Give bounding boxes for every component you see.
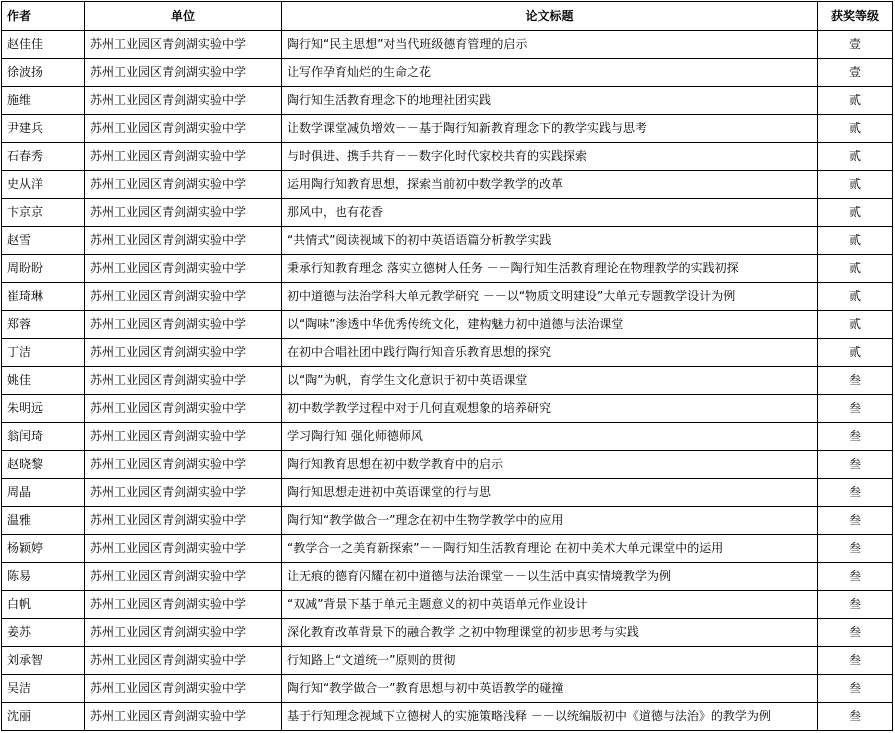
cell-title: 秉承行知教育理念 落实立德树人任务 －－陶行知生活教育理论在物理教学的实践初探	[282, 255, 818, 283]
cell-unit: 苏州工业园区青剑湖实验中学	[85, 339, 282, 367]
cell-title: 让无痕的德育闪耀在初中道德与法治课堂－－以生活中真实情境教学为例	[282, 563, 818, 591]
cell-author: 崔琦琳	[2, 283, 85, 311]
cell-level: 贰	[818, 171, 893, 199]
cell-author: 翁闰琦	[2, 423, 85, 451]
cell-unit: 苏州工业园区青剑湖实验中学	[85, 591, 282, 619]
cell-title: 陶行知生活教育理念下的地理社团实践	[282, 87, 818, 115]
table-row	[2, 339, 893, 367]
table-row	[2, 31, 893, 59]
cell-unit: 苏州工业园区青剑湖实验中学	[85, 507, 282, 535]
table-row	[2, 283, 893, 311]
cell-unit: 苏州工业园区青剑湖实验中学	[85, 31, 282, 59]
cell-unit: 苏州工业园区青剑湖实验中学	[85, 87, 282, 115]
cell-level: 叁	[818, 451, 893, 479]
cell-title: 基于行知理念视域下立德树人的实施策略浅释 －－以统编版初中《道德与法治》的教学为例	[282, 703, 818, 731]
cell-title: 让写作孕育灿烂的生命之花	[282, 59, 818, 87]
header-unit: 单位	[85, 2, 282, 31]
table-row	[2, 647, 893, 675]
table-body	[2, 31, 893, 731]
cell-level: 贰	[818, 143, 893, 171]
cell-author: 吴洁	[2, 675, 85, 703]
cell-title: 陶行知思想走进初中英语课堂的行与思	[282, 479, 818, 507]
cell-level: 叁	[818, 479, 893, 507]
cell-author: 朱明远	[2, 395, 85, 423]
cell-author: 丁洁	[2, 339, 85, 367]
table-row	[2, 367, 893, 395]
cell-author: 郑蓉	[2, 311, 85, 339]
cell-title: “双减”背景下基于单元主题意义的初中英语单元作业设计	[282, 591, 818, 619]
table-row	[2, 199, 893, 227]
cell-unit: 苏州工业园区青剑湖实验中学	[85, 227, 282, 255]
cell-unit: 苏州工业园区青剑湖实验中学	[85, 367, 282, 395]
cell-title: 学习陶行知 强化师德师风	[282, 423, 818, 451]
cell-unit: 苏州工业园区青剑湖实验中学	[85, 423, 282, 451]
cell-author: 杨颖婷	[2, 535, 85, 563]
cell-title: 让数学课堂减负增效－－基于陶行知新教育理念下的教学实践与思考	[282, 115, 818, 143]
cell-author: 温雅	[2, 507, 85, 535]
cell-author: 姚佳	[2, 367, 85, 395]
cell-author: 石春秀	[2, 143, 85, 171]
cell-level: 贰	[818, 227, 893, 255]
cell-author: 卞京京	[2, 199, 85, 227]
table-row	[2, 171, 893, 199]
cell-unit: 苏州工业园区青剑湖实验中学	[85, 311, 282, 339]
cell-author: 姜苏	[2, 619, 85, 647]
table-row	[2, 591, 893, 619]
cell-level: 贰	[818, 283, 893, 311]
cell-level: 贰	[818, 339, 893, 367]
table-row	[2, 563, 893, 591]
cell-author: 施维	[2, 87, 85, 115]
table-row	[2, 619, 893, 647]
cell-unit: 苏州工业园区青剑湖实验中学	[85, 143, 282, 171]
cell-level: 贰	[818, 87, 893, 115]
cell-title: 陶行知“教学做合一”理念在初中生物学教学中的应用	[282, 507, 818, 535]
cell-title: 陶行知“教学做合一”教育思想与初中英语教学的碰撞	[282, 675, 818, 703]
cell-author: 周盼盼	[2, 255, 85, 283]
cell-level: 壹	[818, 59, 893, 87]
cell-unit: 苏州工业园区青剑湖实验中学	[85, 619, 282, 647]
cell-unit: 苏州工业园区青剑湖实验中学	[85, 255, 282, 283]
table-row	[2, 479, 893, 507]
table-row	[2, 311, 893, 339]
table-row	[2, 255, 893, 283]
cell-unit: 苏州工业园区青剑湖实验中学	[85, 479, 282, 507]
cell-title: 那风中，也有花香	[282, 199, 818, 227]
cell-author: 陈易	[2, 563, 85, 591]
table-row	[2, 675, 893, 703]
header-level: 获奖等级	[818, 2, 893, 31]
cell-author: 赵晓黎	[2, 451, 85, 479]
table-row	[2, 143, 893, 171]
cell-title: 初中道德与法治学科大单元教学研究 －－以“物质文明建设”大单元专题教学设计为例	[282, 283, 818, 311]
cell-title: 以“陶味”渗透中华优秀传统文化，建构魅力初中道德与法治课堂	[282, 311, 818, 339]
cell-level: 叁	[818, 703, 893, 731]
cell-unit: 苏州工业园区青剑湖实验中学	[85, 171, 282, 199]
cell-author: 沈丽	[2, 703, 85, 731]
cell-level: 贰	[818, 311, 893, 339]
cell-title: 与时俱进、携手共育－－数字化时代家校共育的实践探索	[282, 143, 818, 171]
cell-title: 在初中合唱社团中践行陶行知音乐教育思想的探究	[282, 339, 818, 367]
cell-title: 陶行知教育思想在初中数学教育中的启示	[282, 451, 818, 479]
cell-title: 行知路上“文道统一”原则的贯彻	[282, 647, 818, 675]
cell-unit: 苏州工业园区青剑湖实验中学	[85, 703, 282, 731]
cell-author: 史从洋	[2, 171, 85, 199]
cell-unit: 苏州工业园区青剑湖实验中学	[85, 535, 282, 563]
cell-level: 贰	[818, 255, 893, 283]
awards-table	[1, 1, 893, 731]
cell-unit: 苏州工业园区青剑湖实验中学	[85, 199, 282, 227]
cell-author: 白帆	[2, 591, 85, 619]
table-row	[2, 395, 893, 423]
cell-level: 叁	[818, 535, 893, 563]
cell-title: “共情式”阅读视域下的初中英语语篇分析教学实践	[282, 227, 818, 255]
cell-author: 徐波扬	[2, 59, 85, 87]
cell-unit: 苏州工业园区青剑湖实验中学	[85, 563, 282, 591]
cell-author: 赵佳佳	[2, 31, 85, 59]
table-row	[2, 507, 893, 535]
cell-level: 贰	[818, 115, 893, 143]
cell-level: 叁	[818, 591, 893, 619]
header-title: 论文标题	[282, 2, 818, 31]
cell-author: 刘承智	[2, 647, 85, 675]
cell-unit: 苏州工业园区青剑湖实验中学	[85, 59, 282, 87]
table-row	[2, 227, 893, 255]
cell-level: 叁	[818, 423, 893, 451]
cell-author: 周晶	[2, 479, 85, 507]
cell-level: 叁	[818, 675, 893, 703]
cell-author: 尹建兵	[2, 115, 85, 143]
table-row	[2, 535, 893, 563]
cell-unit: 苏州工业园区青剑湖实验中学	[85, 451, 282, 479]
cell-unit: 苏州工业园区青剑湖实验中学	[85, 647, 282, 675]
header-author: 作者	[2, 2, 85, 31]
table-row	[2, 703, 893, 731]
table-row	[2, 423, 893, 451]
cell-title: 运用陶行知教育思想，探索当前初中数学教学的改革	[282, 171, 818, 199]
table-row	[2, 87, 893, 115]
cell-level: 叁	[818, 619, 893, 647]
cell-level: 叁	[818, 507, 893, 535]
cell-level: 壹	[818, 31, 893, 59]
table-row	[2, 451, 893, 479]
cell-title: 深化教育改革背景下的融合教学 之初中物理课堂的初步思考与实践	[282, 619, 818, 647]
cell-unit: 苏州工业园区青剑湖实验中学	[85, 675, 282, 703]
cell-title: “教学合一之美育新探索”－－陶行知生活教育理论 在初中美术大单元课堂中的运用	[282, 535, 818, 563]
cell-title: 陶行知“民主思想”对当代班级德育管理的启示	[282, 31, 818, 59]
cell-level: 叁	[818, 563, 893, 591]
table-header-row	[2, 2, 893, 31]
cell-title: 初中数学教学过程中对于几何直观想象的培养研究	[282, 395, 818, 423]
table-row	[2, 59, 893, 87]
cell-unit: 苏州工业园区青剑湖实验中学	[85, 115, 282, 143]
table-row	[2, 115, 893, 143]
cell-level: 叁	[818, 367, 893, 395]
cell-level: 叁	[818, 395, 893, 423]
cell-author: 赵雪	[2, 227, 85, 255]
cell-unit: 苏州工业园区青剑湖实验中学	[85, 283, 282, 311]
cell-level: 叁	[818, 647, 893, 675]
cell-title: 以“陶”为帆，育学生文化意识于初中英语课堂	[282, 367, 818, 395]
cell-level: 贰	[818, 199, 893, 227]
cell-unit: 苏州工业园区青剑湖实验中学	[85, 395, 282, 423]
